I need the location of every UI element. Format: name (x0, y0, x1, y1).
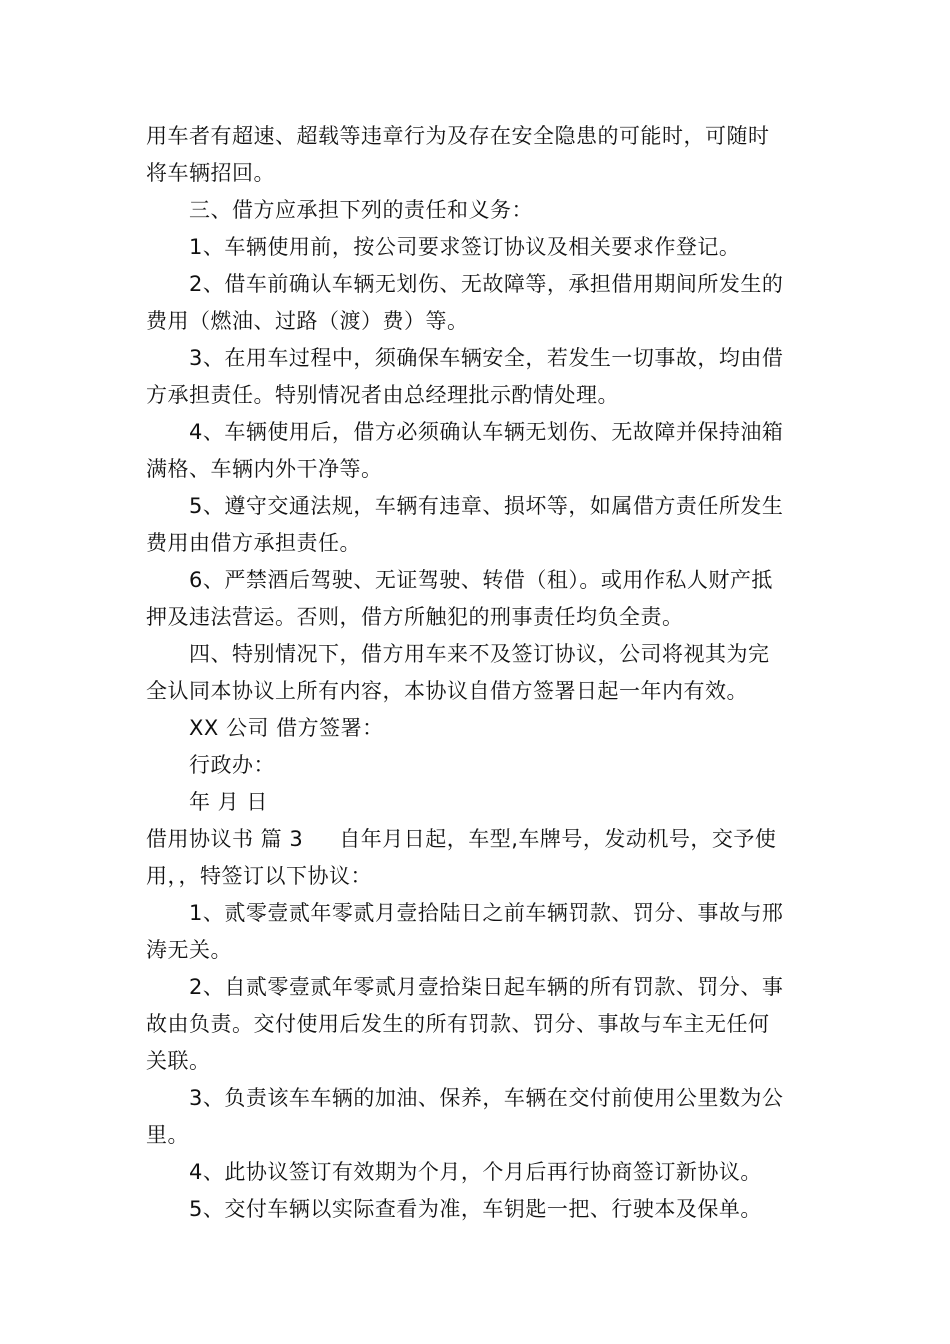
text-line: 用，，特签订以下协议： (146, 864, 372, 888)
text-line: 5、交付车辆以实际查看为准，车钥匙一把、行驶本及保单。 (189, 1197, 762, 1221)
text-line: 费用由借方承担责任。 (146, 531, 361, 555)
text-line: 将车辆招回。 (146, 161, 275, 185)
signature-line: 行政办： (189, 753, 275, 777)
document-body (146, 118, 814, 1228)
text-line: 涛无关。 (146, 938, 232, 962)
text-line: 押及违法营运。否则，借方所触犯的刑事责任均负全责。 (146, 605, 684, 629)
text-line: 里。 (146, 1123, 189, 1147)
text-line: 3、负责该车车辆的加油、保养，车辆在交付前使用公里数为公 (189, 1086, 784, 1110)
text-line: 方承担责任。特别情况者由总经理批示酌情处理。 (146, 383, 619, 407)
text-line: 2、借车前确认车辆无划伤、无故障等，承担借用期间所发生的 (189, 272, 784, 296)
text-line: 4、此协议签订有效期为个月，个月后再行协商签订新协议。 (189, 1160, 762, 1184)
text-line: 3、在用车过程中，须确保车辆安全，若发生一切事故，均由借 (189, 346, 784, 370)
text-line: 1、车辆使用前，按公司要求签订协议及相关要求作登记。 (189, 235, 741, 259)
text-line: 四、特别情况下，借方用车来不及签订协议，公司将视其为完 (189, 642, 770, 666)
section-heading-rest: 自年月日起，车型,车牌号，发动机号，交予使 (339, 827, 777, 851)
text-line: 5、遵守交通法规，车辆有违章、损坏等，如属借方责任所发生 (189, 494, 784, 518)
text-line: 费用（燃油、过路（渡）费）等。 (146, 309, 469, 333)
text-line: 1、贰零壹贰年零贰月壹拾陆日之前车辆罚款、罚分、事故与邢 (189, 901, 784, 925)
text-line: 2、自贰零壹贰年零贰月壹拾柒日起车辆的所有罚款、罚分、事 (189, 975, 784, 999)
section-heading: 借用协议书 篇 3 (146, 827, 304, 851)
date-line: 年 月 日 (189, 790, 268, 814)
text-line: 关联。 (146, 1049, 211, 1073)
text-line: 6、严禁酒后驾驶、无证驾驶、转借（租）。或用作私人财产抵 (189, 568, 773, 592)
signature-line: XX 公司 借方签署： (189, 716, 384, 740)
section-heading-line (146, 821, 814, 858)
text-line: 满格、车辆内外干净等。 (146, 457, 383, 481)
text-line: 全认同本协议上所有内容，本协议自借方签署日起一年内有效。 (146, 679, 748, 703)
text-line: 三、借方应承担下列的责任和义务： (189, 198, 533, 222)
text-line: 用车者有超速、超载等违章行为及存在安全隐患的可能时，可随时 (146, 124, 770, 148)
text-line: 故由负责。交付使用后发生的所有罚款、罚分、事故与车主无任何 (146, 1012, 770, 1036)
text-line: 4、车辆使用后，借方必须确认车辆无划伤、无故障并保持油箱 (189, 420, 784, 444)
